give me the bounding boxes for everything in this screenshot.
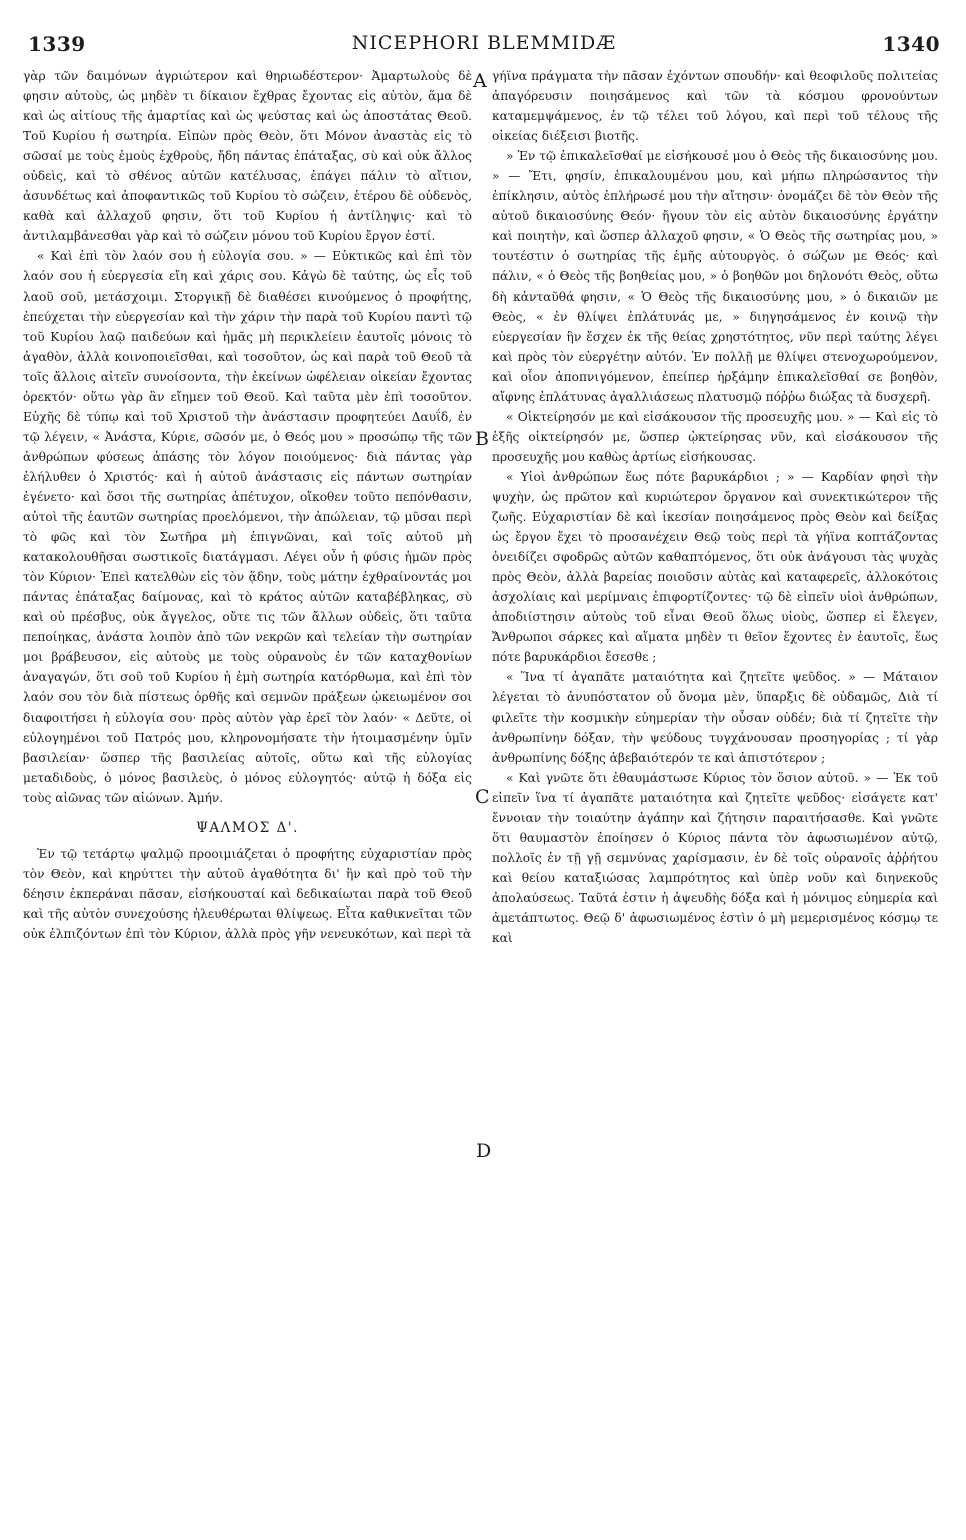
right-paragraph-3: « Οἰκτείρησόν με καὶ εἰσάκουσον τῆς προσευχῆς μου. » — Καὶ εἰς τὸ ἑξῆς οἰκτείρησόν με, ὥσπερ ᾠκτείρησας νῦν, καὶ εἰσάκουσον τῆς προσευχῆς μου καθὼς ἀρτίως εἰσήκουσας. [492,409,938,464]
right-column [492,66,938,948]
left-paragraph-3: Ἐν τῷ τετάρτῳ ψαλμῷ προοιμιάζεται ὁ προφήτης εὐχαριστίαν πρὸς τὸν Θεὸν, καὶ κηρύττει τὴν αὐτοῦ ἀγαθότητα δι' ἣν καὶ πρὸ τοῦ τὴν δέησιν ἐκπεράναι πᾶσαν, εἰσήκουσταί καὶ δεδικαίωται παρὰ τοῦ Θεοῦ καὶ τῆς αὐτὸν συνεχούσης ἠλευθέρωται θλίψεως. Εἶτα καθικνεῖται τῶν οὐκ ἐλπιζόντων ἐπὶ τὸν Κύριον, ἀλλὰ πρὸς γῆν νενευκότων, καὶ περὶ τὰ [23,846,472,941]
margin-marker-d: D [476,1140,492,1162]
left-paragraph-1: γὰρ τῶν δαιμόνων ἀγριώτερον καὶ θηριωδέστερον· Ἀμαρτωλοὺς δὲ φησιν αὐτοὺς, ὡς μηδὲν τι δίκαιον ἔχθρας ἔχοντας εἰς αὐτὸν, ἅμα δὲ καὶ ὡς αἰτίους τῆς ἁμαρτίας καὶ ὡς ψεύστας καὶ ὡς ἀποστάτας Θεοῦ. Τοῦ Κυρίου ἡ σωτηρία. Εἰπὼν πρὸς Θεὸν, ὅτι Μόνον ἀναστὰς εἰς τὸ σῶσαί με τοὺς ἐμοὺς ἐχθροὺς, ἤδη πάντας ἐπάταξας, σὺ καὶ οὐκ ἄλλος οὐδεὶς, καὶ τὸ σθένος αὐτῶν κατέλυσας, ἐπάγει πάλιν τὸ αἴτιον, ἀσυνδέτως καὶ ἀποφαντικῶς τοῦ Κυρίου τὸ σώζειν, ἑτέρου δὲ οὐδενὸς, καθὰ καὶ ἀλλαχοῦ φησιν, ὅτι τοῦ Κυρίου ἡ ἀντίληψις· καὶ τὸ ἀντιλαμβάνεσθαι γὰρ καὶ τὸ σώζειν μόνου τοῦ Κυρίου ἔργον ἐστί. [23,69,472,244]
margin-marker-a: A [473,70,487,92]
margin-marker-b: B [475,428,489,450]
right-paragraph-1: γήϊνα πράγματα τὴν πᾶσαν ἐχόντων σπουδήν· καὶ θεοφιλοῦς πολιτείας ἀπαγόρευσιν ποιησάμενος καὶ τῶν τὰ κόσμου φρονούντων καταμεμψάμενος, ἐν τῷ τέλει τοῦ λόγου, καὶ περὶ τοῦ τέλους τῆς οἰκείας διέξεισι βιοτῆς. [492,69,938,144]
right-paragraph-2: » Ἐν τῷ ἐπικαλεῖσθαί με εἰσήκουσέ μου ὁ Θεὸς τῆς δικαιοσύνης μου. » — Ἔτι, φησίν, ἐπικαλουμένου μου, καὶ μήπω πληρώσαντος τὴν ἐπίκλησιν, αὐτὸς ἐπλήρωσέ μου τὴν αἴτησιν· ὀνομάζει δὲ τὸν Θεὸν τῆς αὐτοῦ δικαιοσύνης Θεόν· ἤγουν τὸν εἰς αὐτὸν δικαιοσύνης ἐργάτην καὶ ποιητὴν, καὶ ὥσπερ ἀλλαχοῦ φησιν, « Ὁ Θεὸς τῆς σωτηρίας μου, » τουτέστιν ὁ σωτηρίας τῆς ἐμῆς αὐτουργὸς. ὁ σώζων με Θεός· καὶ πάλιν, « ὁ Θεὸς τῆς βοηθείας μου, » ὁ βοηθῶν μοι δηλονότι Θεὸς, οὕτω δὴ κἀνταῦθά φησιν, « Ὁ Θεὸς τῆς δικαιοσύνης μου, » ὁ δικαιῶν με Θεὸς, « ἐν θλίψει ἐπλάτυνάς με, » διηγησάμενος ἐν κοινῷ τὴν εὐεργεσίαν ἣν ἔσχεν ἐκ τῆς θείας χρηστότητος, νῦν περὶ ταύτης λέγει καὶ πρὸς τὸν εὐεργέτην αὐτόν. Ἐν πολλῇ με θλίψει στενοχωρούμενον, καὶ οἷον ἀποπνιγόμενον, ἐπείπερ ἠρξάμην ἐπικαλεῖσθαί σε βοηθὸν, αἴφνης ἐπλάτυνας ἀγαλλιάσεως πλατυσμῷ πόῤῥω διώξας τὰ δυσχερῆ. [492,149,938,404]
left-page-number: 1339 [28,32,86,56]
right-paragraph-6: « Καὶ γνῶτε ὅτι ἐθαυμάστωσε Κύριος τὸν ὅσιον αὐτοῦ. » — Ἐκ τοῦ εἰπεῖν ἵνα τί ἀγαπᾶτε ματαιότητα καὶ ζητεῖτε ψεῦδος· εἰσάγετε κατ' ἔννοιαν τὴν τοιαύτην ἀγάπην καὶ ζήτησιν παραιτήσασθε. Καὶ γνῶτε ὅτι θαυμαστὸν ἐποίησεν ὁ Κύριος πάντα τὸν ἀφωσιωμένον αὐτῷ, πολλοῖς ἐν τῇ γῇ σεμνύνας χαρίσμασιν, ἐν δὲ τοῖς οὐρανοῖς ἀῤῥήτου καὶ θείου καταξιώσας λαμπρότητος καὶ ὑπὲρ νοῦν καὶ διηνεκοῦς ἀπολαύσεως. Ταῦτά ἐστιν ἡ ἀψευδὴς δόξα καὶ ἡ μόνιμος εὐημερία καὶ ἀμετάπτωτος. Θεῷ δ' ἀφωσιωμένος ἐστὶν ὁ μὴ μεμερισμένος κόσμῳ τε καὶ [492,770,938,946]
left-column [23,66,472,944]
page-header [28,32,940,62]
right-paragraph-5: « Ἵνα τί ἀγαπᾶτε ματαιότητα καὶ ζητεῖτε ψεῦδος. » — Μάταιον λέγεται τὸ ἀνυπόστατον οὗ ὄνομα μὲν, ὕπαρξις δὲ οὐδαμῶς, Διὰ τί φιλεῖτε τὴν κοσμικὴν εὐημερίαν τὴν οὖσαν οὐδέν; διὰ τί ζητεῖτε τὴν ἀνθρωπίνην δόξαν, τὴν ψεύδους τυγχάνουσαν προσηγορίας ; τί γὰρ ἀνθρωπίνης δόξης ἀβεβαιότερόν τε καὶ ἀπιστότερον ; [492,670,938,765]
running-title: NICEPHORI BLEMMIDÆ [351,32,617,54]
left-paragraph-2: « Καὶ ἐπὶ τὸν λαόν σου ἡ εὐλογία σου. » — Εὐκτικῶς καὶ ἐπὶ τὸν λαόν σου ἡ εὐεργεσία εἴη καὶ χάρις σου. Κἀγὼ δὲ ταύτης, ὡς εἷς τοῦ λαοῦ σοῦ, μετάσχοιμι. Στοργικῇ δὲ διαθέσει κινούμενος ὁ προφήτης, ἐπεύχεται τὴν εὐεργεσίαν καὶ τὴν χάριν τὴν παρὰ τοῦ Κυρίου παντὶ τῷ τοῦ Κυρίου λαῷ παιδεύων καὶ ἡμᾶς μὴ περικλείειν ἑαυτοῖς μόνοις τὸ ἀγαθὸν, ἀλλὰ κοινοποιεῖσθαι, καὶ τοσοῦτον, ὡς καὶ παρὰ τοῦ Θεοῦ τὰ τοῖς ἄλλοις αἰτεῖν συνοίσοντα, τὴν ἐκείνων ὠφέλειαν οἰκείαν ἔχοντας ὀρεκτόν· οὕτω γὰρ ἂν εἴημεν τοῦ Θεοῦ. Καὶ ταῦτα μὲν ἐπὶ τοσοῦτον. Εὐχῆς δὲ τύπῳ καὶ τοῦ Χριστοῦ τὴν ἀνάστασιν προφητεύει Δαυΐδ, ἐν τῷ λέγειν, « Ἀνάστα, Κύριε, σῶσόν με, ὁ Θεός μου » προσώπῳ τῆς τῶν ἀνθρώπων φύσεως ἁπάσης τὸν λόγον ποιούμενος· διὰ πάντας γὰρ ἐλήλυθεν ὁ Χριστός· καὶ ἡ αὐτοῦ ἀνάστασις εἰς πάντων σωτηρίαν ἐγένετο· καὶ ὅσοι τῆς σωτηρίας ἀπέτυχον, οἴκοθεν τοῦτο πεπόνθασιν, αὐτοὶ τῆς ἑαυτῶν σωτηρίας προελόμενοι, τὴν ἀπώλειαν, τῷ μῦσαι περὶ τὸ φῶς καὶ τὸν Σωτῆρα μὴ ἐπιγνῶναι, καὶ τοῖς αὐτοῦ μὴ κατακολουθῆσαι σωστικοῖς διατάγμασι. Λέγει οὖν ἡ φύσις ἡμῶν πρὸς τὸν Κύριον· Ἐπεὶ κατελθὼν εἰς τὸν ᾅδην, τοὺς μάτην ἐχθραίνοντάς μοι πάντας ἐπάταξας δαίμονας, καὶ τὸ κράτος αὐτῶν καταβέβληκας, σὺ καὶ οὐ πρέσβυς, οὐκ ἄγγελος, οὔτε τις τῶν ἄλλων οὐδεὶς, ὅτι ταῦτα πεποίηκας, ἀνάστα λοιπὸν ἀπὸ τῶν νεκρῶν καὶ τελείαν τὴν σωτηρίαν μοι βράβευσον, εἰς αὐτοὺς με τοὺς οὐρανοὺς ἐν τῶν καταχθονίων ἀναγαγών, ὅτι σοῦ τοῦ Κυρίου ἡ ἐμὴ σωτηρία κατόρθωμα, καὶ ἐπὶ τὸν λαόν σου τὸν διὰ πίστεως ὀρθῆς καὶ σεμνῶν πράξεων ᾠκειωμένον σοι διαφοιτήσει ἡ εὐλογία σου· πρὸς αὐτὸν γὰρ ἐρεῖ τὸν λαόν· « Δεῦτε, οἱ εὐλογημένοι τοῦ Πατρός μου, κληρονομήσατε τὴν ἡτοιμασμένην ὑμῖν βασιλείαν· ὥσπερ τῆς βασιλείας αὐτοῖς, οὕτω καὶ τῆς εὐλογίας μεταδιδοὺς, ὁ μόνος βασιλεὺς, ὁ μόνος εὐλογητός· αὐτῷ ἡ δόξα εἰς τοὺς αἰῶνας τῶν αἰώνων. Ἀμήν. [23,249,472,805]
margin-marker-c: C [475,786,490,808]
psalm-heading: ΨΑΛΜΟΣ Δ'. [196,819,299,836]
right-paragraph-4: « Υἱοὶ ἀνθρώπων ἕως πότε βαρυκάρδιοι ; » — Καρδίαν φησὶ τὴν ψυχὴν, ὡς πρῶτον καὶ κυριώτερον ὄργανον καὶ συνεκτικώτερον τῆς ζωῆς. Εὐχαριστίαν δὲ καὶ ἱκεσίαν ποιησάμενος πρὸς Θεὸν καὶ δείξας ὡς ἔργον ἔχει τὸ προσανέχειν Θεῷ τοὺς περὶ τὰ γήϊνα κοπτάζοντας ὀνειδίζει σφοδρῶς αὐτῶν καθαπτόμενος, ὅτι οὐκ ἀνάγουσι τὰς ψυχὰς πρὸς Θεὸν, ἀλλὰ βαρείας ποιοῦσιν αὐτὰς καὶ καταφερεῖς, ἀλλοκότοις ἀσχολίαις καὶ μερίμναις ἐπιφορτίζοντες· τῷ δὲ εἰπεῖν υἱοὶ ἀνθρώπων, ἀποδιίστησιν αὐτοὺς τοῦ εἶναι Θεοῦ ὅλως υἱοὺς, ὥσπερ εἰ ἔλεγεν, Ἄνθρωποι σάρκες καὶ αἵματα μηδὲν τι θεῖον ἔχοντες ἐν ἑαυτοῖς, ἕως πότε βαρυκάρδιοι ἔσεσθε ; [492,469,938,665]
right-page-number: 1340 [882,32,940,56]
